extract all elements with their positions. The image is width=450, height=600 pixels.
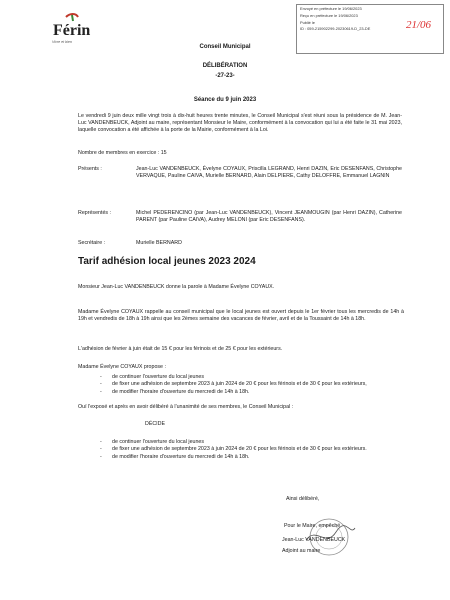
stamp-line-sent: Envoyé en préfecture le 19/06/2023 bbox=[300, 6, 362, 11]
decision-list bbox=[100, 439, 410, 461]
secretary-label: Secrétaire : bbox=[78, 240, 106, 246]
members-count: Nombre de membres en exercice : 15 bbox=[78, 150, 167, 156]
present-label: Présents : bbox=[78, 166, 102, 172]
logo-tagline: Vivre et bien bbox=[52, 40, 72, 44]
deliberation-heading: Tarif adhésion local jeunes 2023 2024 bbox=[78, 256, 256, 267]
svg-text:21/06: 21/06 bbox=[406, 19, 432, 31]
present-list: Jean-Luc VANDENBEUCK, Évelyne COYAUX, Priscilla LEGRAND, Henri DAZIN, Eric DESENFANS, Christophe VERVAQUE, Pauline CAIVA, Murielle BERNARD, Alain DELPIERE, Cathy DELOFFRE, Emmanuel LAGNIN bbox=[136, 166, 402, 179]
session-date: Séance du 9 juin 2023 bbox=[193, 97, 257, 103]
paragraph-floor-given: Monsieur Jean-Luc VANDENBEUCK donne la parole à Madame Évelyne COYAUX. bbox=[78, 284, 275, 290]
list-item: - de continuer l'ouverture du local jeunes bbox=[100, 439, 204, 445]
organization-title: Conseil Municipal bbox=[199, 44, 251, 50]
represented-list: Michel PEDERENCINO (par Jean-Luc VANDENBEUCK), Vincent JEANMOUGIN (par Henri DAZIN), Catherine PARENT (par Pauline CAIVA), Audrey MELONI (par Eric DESENFANS). bbox=[136, 210, 402, 223]
stamp-line-published: Publié le bbox=[300, 19, 315, 25]
signatory-role: Adjoint au maire bbox=[282, 548, 321, 554]
decision-label: DÉCIDE bbox=[145, 421, 166, 427]
paragraph-vote: Ouï l'exposé et après en avoir délibéré à l'unanimité de ses membres, le Conseil Municipal : bbox=[78, 404, 294, 410]
handwritten-date-stamp bbox=[404, 15, 438, 32]
secretary-name: Murielle BERNARD bbox=[136, 240, 182, 246]
stamp-line-id: ID : 059-215902299-20230619-D_23-DE bbox=[300, 26, 371, 32]
signatory-name: Jean-Luc VANDENBEUCK bbox=[282, 537, 346, 543]
list-item: - de fixer une adhésion de septembre 2023 à juin 2024 de 20 € pour les férinois et de 30 € pour les extérieurs, bbox=[100, 381, 367, 388]
svg-text:Férin: Férin bbox=[53, 22, 91, 39]
paragraph-proposal: Madame Évelyne COYAUX propose : bbox=[78, 364, 166, 370]
stamp-line-received: Reçu en préfecture le 19/06/2023 bbox=[300, 12, 358, 18]
intro-paragraph: Le vendredi 9 juin deux mille vingt trois à dix-huit heures trente minutes, le Conseil Municipal s'est réuni sous la présidence de M. Jean-Luc VANDENBEUCK, Adjoint au maire, représentant Monsieur le Maire, conformément à la convocation qui lui a été faite le 31 mai 2023, laquelle convocation a été affichée à la porte de la Mairie, conformément à la Loi. bbox=[78, 113, 402, 133]
list-item: - de fixer une adhésion de septembre 2023 à juin 2024 de 20 € pour les férinois et de 30 € pour les extérieurs. bbox=[100, 446, 367, 453]
signatory-capacity: Pour le Maire, empêché bbox=[284, 523, 341, 529]
list-item: - de modifier l'horaire d'ouverture du mercredi de 14h à 18h. bbox=[100, 453, 250, 460]
paragraph-context: Madame Évelyne COYAUX rappelle au conseil municipal que le local jeunes est ouvert depuis le 1er février tous les mercredis de 14h à 19h et vendredis de 18h à 19h ainsi que les 2èmes semaine des vacances de février, avril et de la Toussaint de 14h à 18h. bbox=[78, 309, 404, 322]
document-number: -27-23- bbox=[215, 73, 235, 79]
list-item: - de continuer l'ouverture du local jeunes bbox=[100, 374, 204, 380]
document-type: DÉLIBÉRATION bbox=[202, 63, 248, 69]
proposal-list bbox=[100, 374, 410, 396]
represented-label: Représentés : bbox=[78, 210, 111, 216]
list-item: - de modifier l'horaire d'ouverture du mercredi de 14h à 18h. bbox=[100, 388, 250, 395]
closing-line: Ainsi délibéré, bbox=[286, 496, 320, 502]
paragraph-previous-fee: L'adhésion de février à juin était de 15 € pour les férinois et de 25 € pour les extérieurs. bbox=[78, 346, 283, 352]
